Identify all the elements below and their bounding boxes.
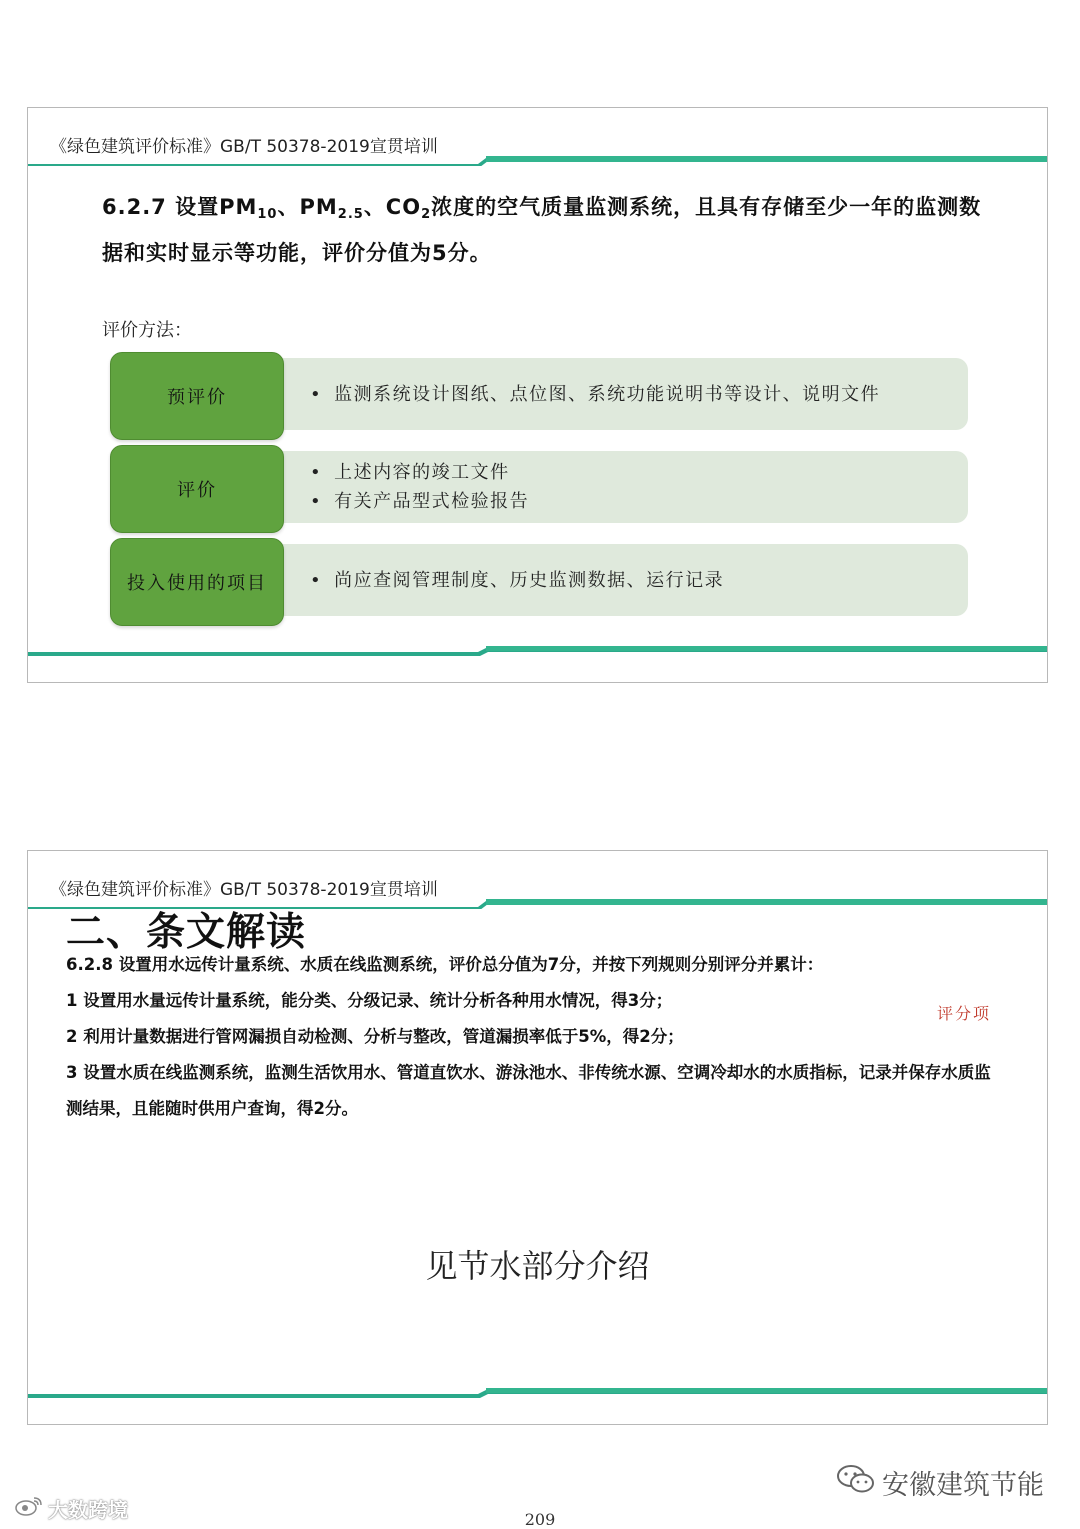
clause-6-2-7-title: 6.2.7 设置$PM_{10}$、$PM_{2.5}$、$CO_2$浓度的空气质量监测系统，且具有存储至少一年的监测数据和实时显示等功能，评价分值为5分。: [102, 195, 982, 265]
method-label: 评价方法：: [102, 320, 192, 341]
row-content: [278, 544, 968, 616]
page-number: 209: [524, 1510, 556, 1529]
row-content: [278, 451, 968, 523]
watermark-left-text: 大数跨境: [48, 1498, 128, 1522]
list-item: 2 利用计量数据进行管网漏损自动检测、分析与整改，管道漏损率低于5%，得2分；: [66, 1027, 684, 1046]
slide-1: [27, 107, 1048, 683]
method-row-in-use: [110, 538, 970, 626]
slide-header: 《绿色建筑评价标准》GB/T 50378-2019宣贯培训: [50, 880, 438, 900]
wechat-watermark: [836, 1463, 1044, 1502]
section-title: 二、条文解读: [66, 910, 307, 955]
row-label-box: 投入使用的项目: [110, 538, 284, 626]
header-band: [28, 154, 1047, 166]
method-row-evaluation: [110, 445, 970, 533]
score-item-label: 评分项: [936, 1004, 991, 1023]
watermark-text: 安徽建筑节能: [882, 1470, 1044, 1501]
slide-header: 《绿色建筑评价标准》GB/T 50378-2019宣贯培训: [50, 137, 438, 157]
row-label-box: 评价: [110, 445, 284, 533]
footer-band: [28, 1388, 1047, 1400]
list-item: • 监测系统设计图纸、点位图、系统功能说明书等设计、说明文件: [310, 380, 968, 409]
wechat-icon: [836, 1463, 876, 1502]
slide-2: [27, 850, 1048, 1425]
list-item: • 尚应查阅管理制度、历史监测数据、运行记录: [310, 566, 968, 595]
row-label-box: 预评价: [110, 352, 284, 440]
footer-band: [28, 646, 1047, 658]
method-row-pre-evaluation: [110, 352, 970, 440]
list-item: • 有关产品型式检验报告: [310, 487, 968, 516]
list-item: 1 设置用水量远传计量系统，能分类、分级记录、统计分析各种用水情况，得3分；: [66, 991, 673, 1010]
clause-heading: 6.2.8 设置用水远传计量系统、水质在线监测系统，评价总分值为7分，并按下列规则分别评分并累计：: [66, 955, 824, 974]
row-content: [278, 358, 968, 430]
clause-6-2-8-text: [66, 947, 1006, 1127]
list-item: 3 设置水质在线监测系统，监测生活饮用水、管道直饮水、游泳池水、非传统水源、空调冷却水的水质指标，记录并保存水质监测结果，且能随时供用户查询，得2分。: [66, 1063, 991, 1118]
see-section-note: 见节水部分介绍: [425, 1247, 650, 1285]
list-item: • 上述内容的竣工文件: [310, 458, 968, 487]
